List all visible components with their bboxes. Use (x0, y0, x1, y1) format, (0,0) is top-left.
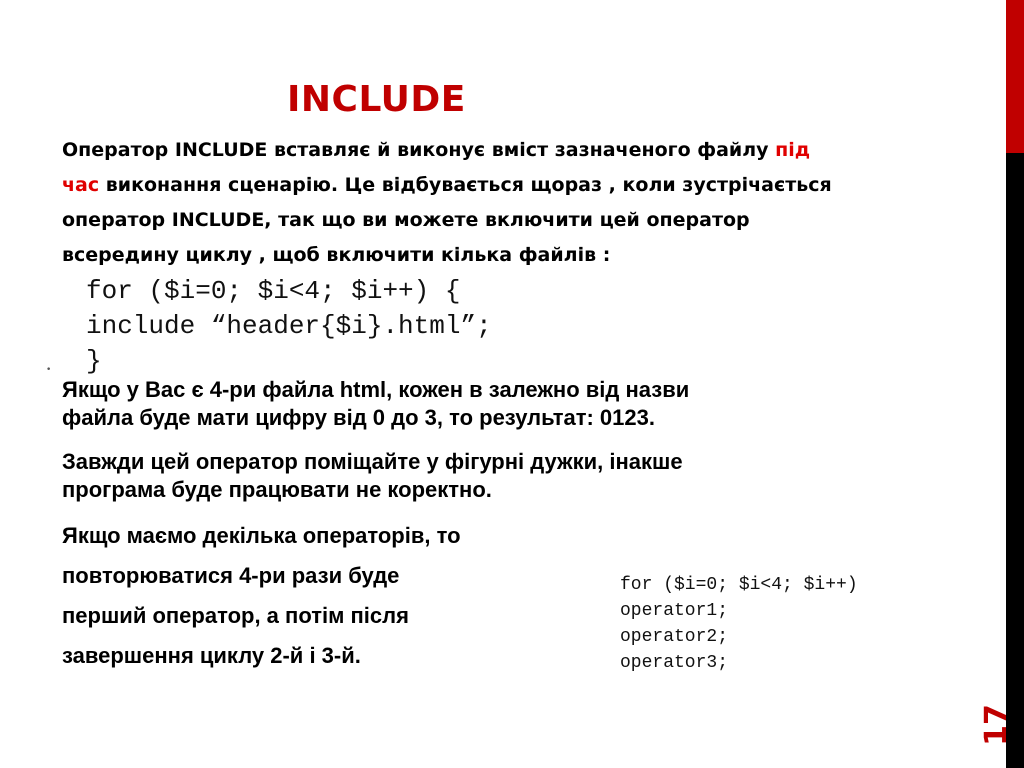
code-loop-line-1: for ($i=0; $i<4; $i++) { (86, 276, 461, 306)
paragraph2-line-1: Завжди цей оператор поміщайте у фігурні дужки, інакше (62, 449, 683, 474)
intro-paragraph (62, 133, 882, 273)
paragraph1-line-1: Якщо у Вас є 4-ри файла html, кожен в залежно від назви (62, 377, 690, 402)
slide-title: INCLUDE (287, 79, 466, 120)
code-loop-line-2: include “header{$i}.html”; (86, 311, 492, 341)
intro-line-1 (62, 133, 882, 168)
sidebar-dark-bar (1006, 153, 1024, 768)
intro-line-4: всередину циклу , щоб включити кілька файлів : (62, 244, 611, 266)
intro-line-2-highlight: час (62, 174, 100, 196)
paragraph-braces-note (62, 448, 683, 504)
intro-line-2 (62, 168, 882, 203)
slide-number: 17 (979, 704, 1014, 746)
intro-line-3: оператор INCLUDE, так що ви можете включити цей оператор (62, 209, 750, 231)
code-loop-block (86, 274, 492, 379)
paragraph-files-result (62, 376, 689, 432)
paragraph2-line-2: програма буде працювати не коректно. (62, 477, 492, 502)
paragraph-multiple-operators (62, 516, 461, 676)
code-operators-line-3: operator2; (620, 627, 729, 647)
intro-line-1-highlight: під (775, 139, 811, 161)
paragraph3-line-2: повторюватися 4-ри рази буде (62, 563, 400, 588)
intro-line-1-text: Оператор INCLUDE вставляє й виконує вміст зазначеного файлу (62, 139, 776, 161)
code-operators-line-2: operator1; (620, 601, 729, 621)
paragraph3-line-4: завершення циклу 2-й і 3-й. (62, 643, 361, 668)
bullet-icon: • (46, 365, 52, 375)
code-operators-line-1: for ($i=0; $i<4; $i++) (620, 575, 858, 595)
code-operators-line-4: operator3; (620, 653, 729, 673)
paragraph3-line-1: Якщо маємо декілька операторів, то (62, 523, 461, 548)
sidebar-accent-bar (1006, 0, 1024, 153)
code-operators-block (620, 572, 858, 676)
code-loop-line-3: } (86, 346, 102, 376)
paragraph3-line-3: перший оператор, а потім після (62, 603, 409, 628)
intro-line-2-text: виконання сценарію. Це відбувається щораз , коли зустрічається (99, 174, 832, 196)
paragraph1-line-2: файла буде мати цифру від 0 до 3, то результат: 0123. (62, 405, 655, 430)
